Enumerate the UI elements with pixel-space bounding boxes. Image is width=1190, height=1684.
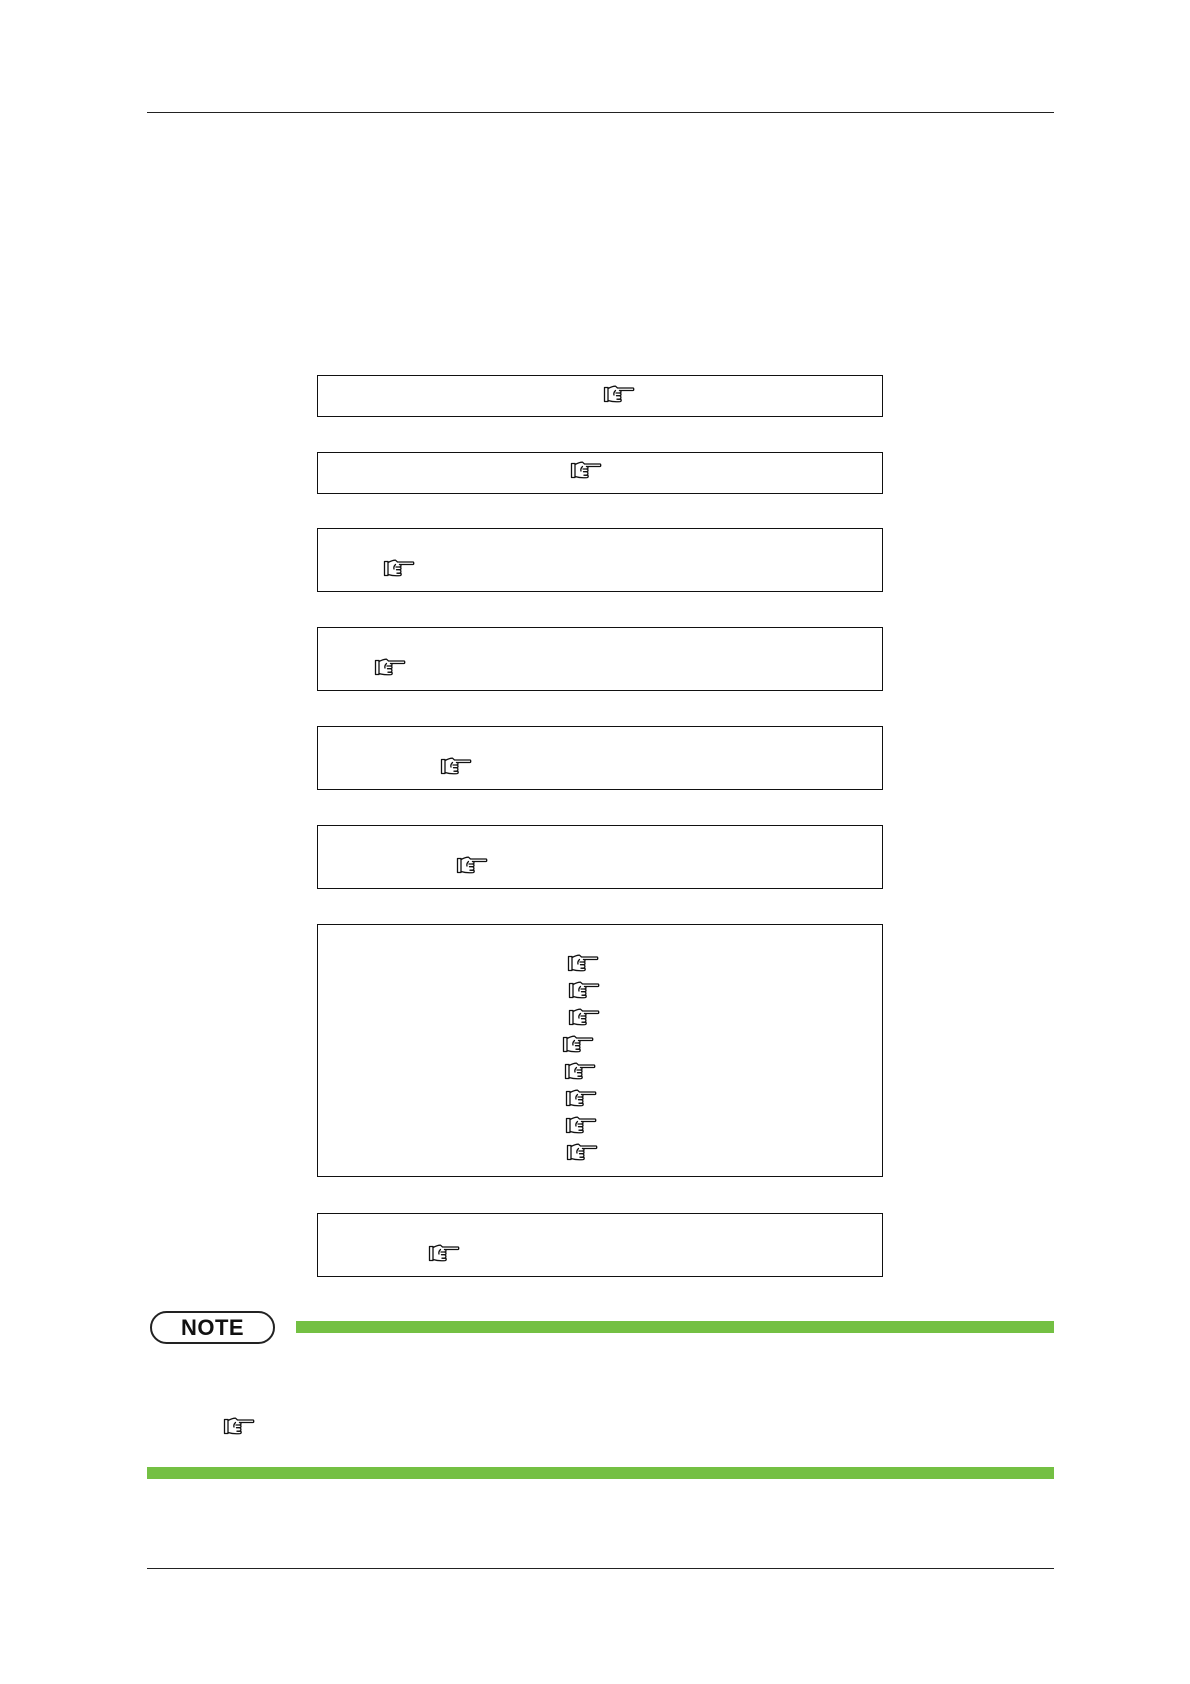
reference-box-7	[317, 924, 883, 1177]
pointing-hand-icon[interactable]	[570, 460, 602, 480]
note-bottom-bar	[147, 1467, 1054, 1479]
reference-box-6	[317, 825, 883, 889]
pointing-hand-icon[interactable]	[565, 1088, 597, 1108]
reference-box-5	[317, 726, 883, 790]
pointing-hand-icon[interactable]	[383, 558, 415, 578]
pointing-hand-icon[interactable]	[374, 657, 406, 677]
pointing-hand-icon[interactable]	[603, 384, 635, 404]
footer-rule	[147, 1568, 1054, 1569]
reference-box-4	[317, 627, 883, 691]
pointing-hand-icon[interactable]	[456, 855, 488, 875]
note-top-bar	[296, 1321, 1054, 1333]
reference-box-8	[317, 1213, 883, 1277]
pointing-hand-icon[interactable]	[568, 980, 600, 1000]
note-badge: NOTE	[150, 1311, 275, 1344]
reference-box-1	[317, 375, 883, 417]
reference-box-2	[317, 452, 883, 494]
pointing-hand-icon[interactable]	[564, 1061, 596, 1081]
pointing-hand-icon[interactable]	[566, 1142, 598, 1162]
pointing-hand-icon[interactable]	[567, 953, 599, 973]
pointing-hand-icon[interactable]	[440, 756, 472, 776]
pointing-hand-icon[interactable]	[428, 1243, 460, 1263]
pointing-hand-icon[interactable]	[565, 1115, 597, 1135]
reference-box-3	[317, 528, 883, 592]
pointing-hand-icon[interactable]	[562, 1034, 594, 1054]
pointing-hand-icon[interactable]	[223, 1416, 255, 1436]
pointing-hand-icon[interactable]	[568, 1007, 600, 1027]
header-rule	[147, 112, 1054, 113]
